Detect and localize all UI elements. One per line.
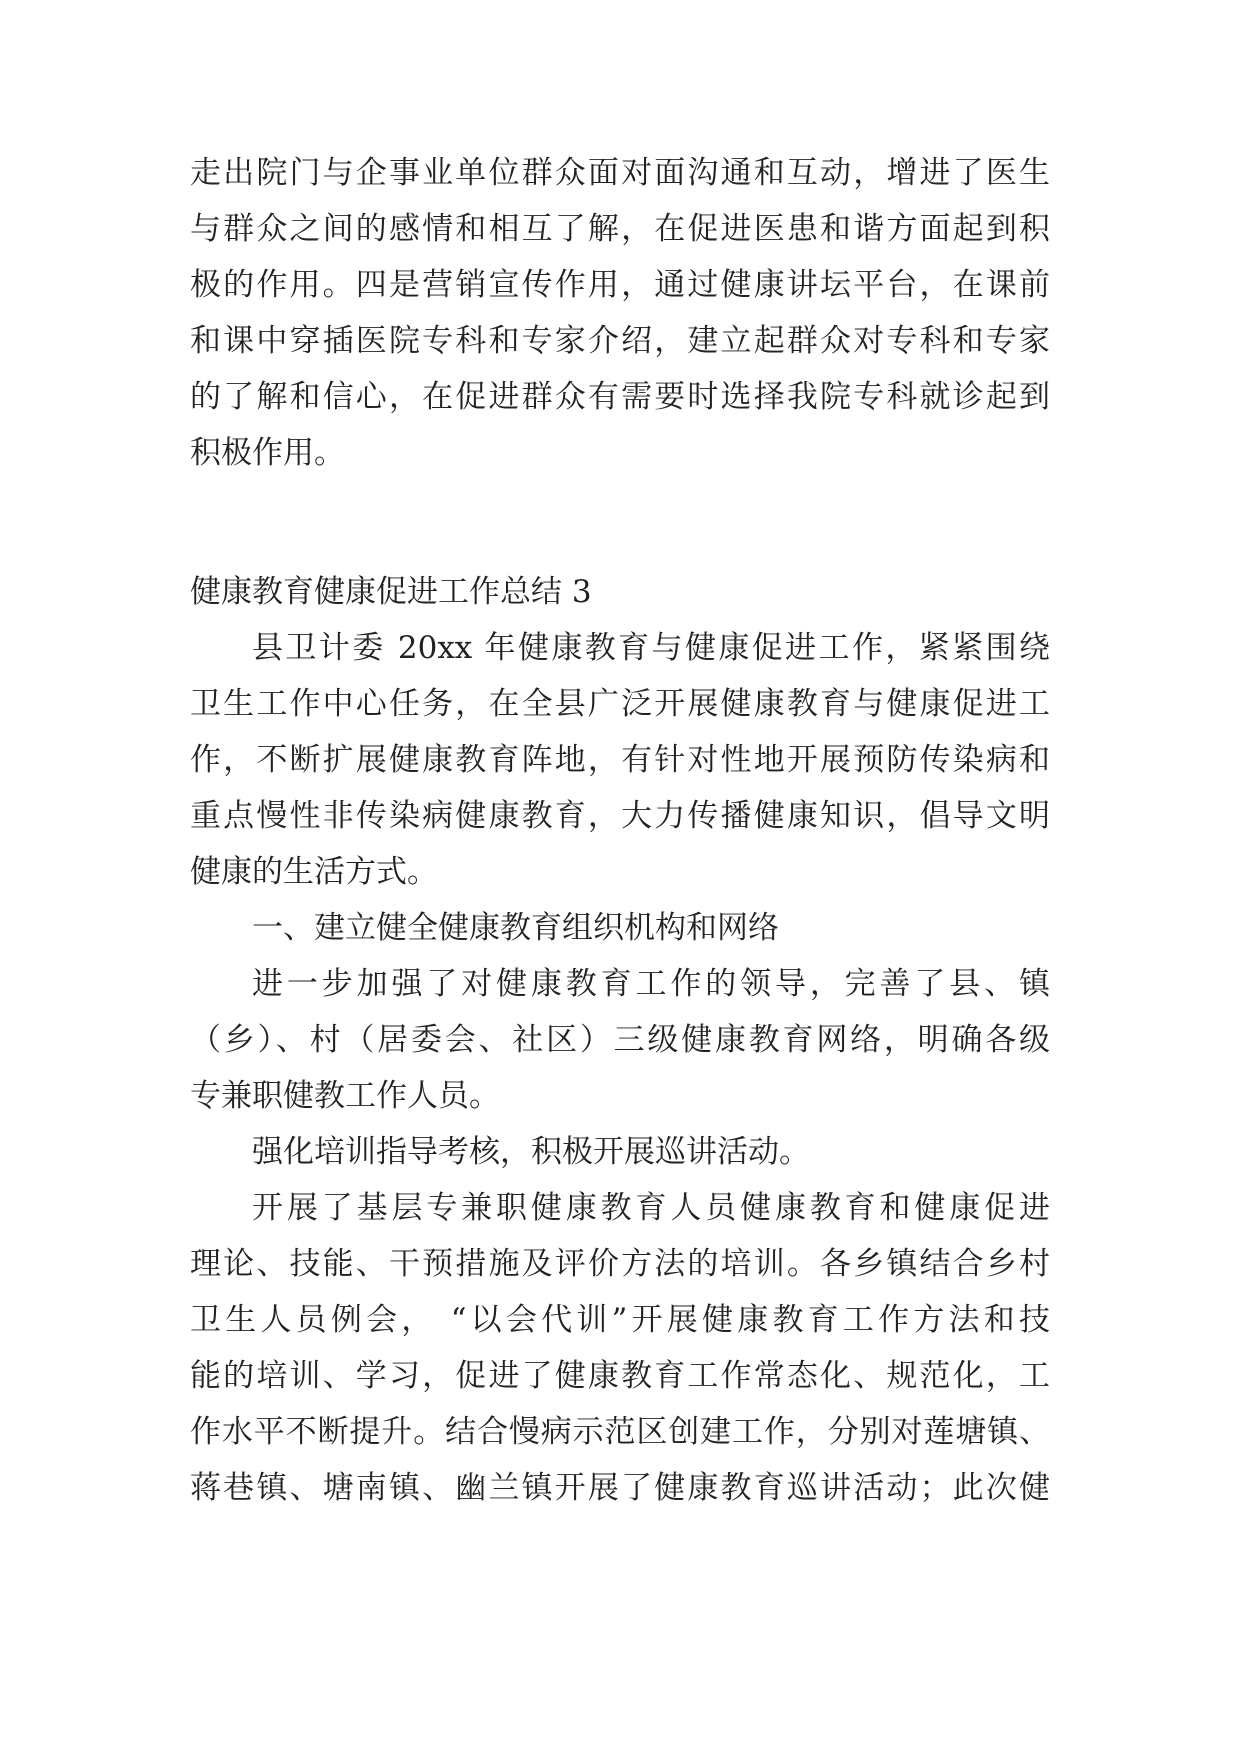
- body-text-line: 蒋巷镇、塘南镇、幽兰镇开展了健康教育巡讲活动；此次健: [190, 1470, 1050, 1506]
- body-text-line: 和课中穿插医院专科和专家介绍，建立起群众对专科和专家: [190, 323, 1050, 359]
- body-text-line: 能的培训、学习，促进了健康教育工作常态化、规范化，工: [190, 1358, 1050, 1394]
- body-text-line: 专兼职健教工作人员。: [190, 1078, 500, 1114]
- subsection-heading: 强化培训指导考核，积极开展巡讲活动。: [252, 1134, 810, 1170]
- body-text-line: 极的作用。四是营销宣传作用，通过健康讲坛平台，在课前: [190, 267, 1050, 303]
- body-text-line: 与群众之间的感情和相互了解，在促进医患和谐方面起到积: [190, 211, 1050, 247]
- body-text-line: 卫生人员例会， “以会代训”开展健康教育工作方法和技: [190, 1302, 1050, 1338]
- body-text-line: （乡）、村（居委会、社区）三级健康教育网络，明确各级: [190, 1022, 1050, 1058]
- body-text-line: 的了解和信心，在促进群众有需要时选择我院专科就诊起到: [190, 379, 1050, 415]
- body-text-line: 卫生工作中心任务，在全县广泛开展健康教育与健康促进工: [190, 686, 1050, 722]
- body-text-line: 走出院门与企事业单位群众面对面沟通和互动，增进了医生: [190, 155, 1050, 191]
- body-text-line: 健康的生活方式。: [190, 854, 438, 890]
- section-heading: 健康教育健康促进工作总结 3: [190, 574, 592, 610]
- body-text-line: 进一步加强了对健康教育工作的领导，完善了县、镇: [252, 966, 1050, 1002]
- body-text-line: 开展了基层专兼职健康教育人员健康教育和健康促进: [252, 1190, 1050, 1226]
- body-text-line: 理论、技能、干预措施及评价方法的培训。各乡镇结合乡村: [190, 1246, 1050, 1282]
- subsection-heading: 一、建立健全健康教育组织机构和网络: [252, 910, 779, 946]
- body-text-line: 重点慢性非传染病健康教育，大力传播健康知识，倡导文明: [190, 798, 1050, 834]
- body-text-line: 作水平不断提升。结合慢病示范区创建工作，分别对莲塘镇、: [190, 1414, 1050, 1450]
- body-text-line: 县卫计委 20xx 年健康教育与健康促进工作，紧紧围绕: [252, 630, 1050, 666]
- body-text-line: 积极作用。: [190, 435, 345, 471]
- body-text-line: 作，不断扩展健康教育阵地，有针对性地开展预防传染病和: [190, 742, 1050, 778]
